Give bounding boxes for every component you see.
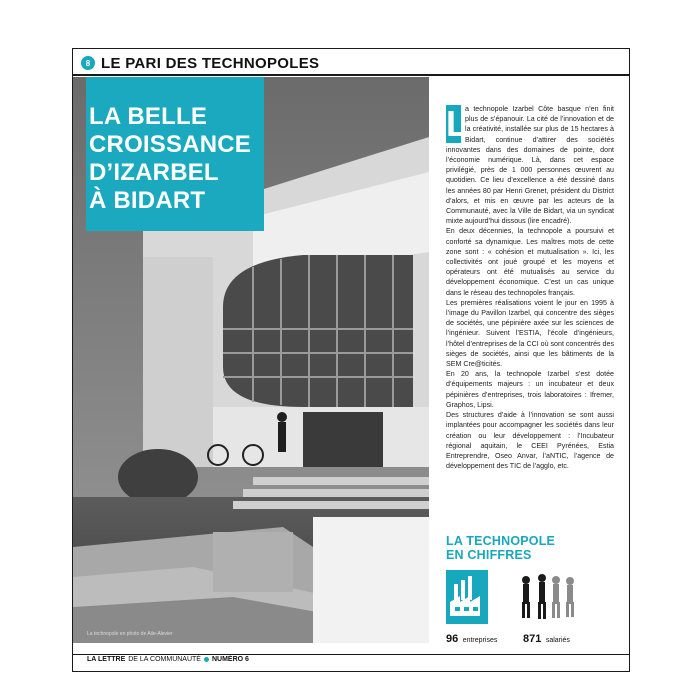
factory-icon — [446, 570, 488, 624]
publication-name: LA LETTRE — [87, 656, 126, 663]
body-paragraph: En 20 ans, la technopole Izarbel s’est dotée d’équipements majeurs : un incubateur et deux pépinières d’entreprises, trois laboratoires : Ifremer, Graphos, Lipsi. — [446, 370, 614, 409]
entreprises-label: entreprises — [462, 637, 498, 644]
bullet-icon — [204, 657, 209, 662]
footer-divider — [73, 654, 629, 655]
headline-line: À BIDART — [89, 187, 206, 214]
headline-line: D’IZARBEL — [89, 159, 219, 186]
photo-credit: La technopole en photo de Aile-Alevier — [87, 631, 173, 637]
salaries-label: salariés — [545, 637, 570, 644]
article-headline — [89, 103, 259, 215]
stats-title: LA TECHNOPOLE EN CHIFFRES — [446, 534, 556, 562]
page-number-badge: 8 — [81, 56, 95, 70]
issue-number: NUMÉRO 6 — [211, 656, 249, 663]
stats-box — [446, 534, 616, 632]
footer-text — [87, 656, 249, 663]
body-paragraph: L a technopole Izarbel Côte basque n’en finit plus de s’épanouir. La cité de l’innovation et de la créativité, installée sur plus de 15 hectares à Bidart, continue d’attirer des sociétés innovantes dans des domaines de pointe, dont l’économie numérique. Là, dans cet espace privilégié, près de 1 000 personnes œuvrent au quotidien. Ce lieu d’excellence a été dessiné dans les années 80 par Henri Grenet, président du District d’alors, et mis en œuvre par les acteurs de la Communauté, avec la Ville de Bidart, via un syndicat mixte aujourd’hui dissous (lire encadré). — [446, 103, 614, 226]
page-footer — [73, 651, 629, 671]
stat-salaries — [523, 629, 570, 647]
body-paragraph: En deux décennies, la technopole a poursuivi et conforté sa dynamique. Les maîtres mots de cette zone sont : « cohésion et mutualisation ». Ici, les collectivités ont joué groupé et les moyens et opérateurs ont été mutualisés au service du développement économique. C’est un cas unique dans le réseau des technopoles français. — [446, 227, 614, 297]
body-paragraph: Les premières réalisations voient le jour en 1995 à l’image du Pavillon Izarbel, qui concentre des sièges de sociétés, une pépinière axée sur les sciences de l’ingénieur. Suivent l’ESTIA, l’école d’ingénieurs, l’hôtel d’entreprises de la CCI où sont concentrés des sièges de sociétés, ainsi que les bâtiments de la SEM Cre@ticités. — [446, 298, 614, 369]
page-header — [81, 53, 319, 73]
publication-subtitle: DE LA COMMUNAUTÉ — [128, 656, 201, 663]
drop-cap: L — [446, 103, 468, 144]
people-icon — [516, 572, 578, 622]
article-body — [446, 104, 614, 471]
header-divider — [73, 74, 629, 76]
headline-line: CROISSANCE — [89, 131, 252, 158]
stats-icons — [446, 570, 616, 632]
stat-entreprises — [446, 629, 497, 647]
body-paragraph: Des structures d’aide à l’innovation se sont aussi implantées pour accompagner les sociétés dans leur création ou leur développement : l’Incubateur régional aquitain, le CEEI Pyrénées, Estia Entreprendre, Oseo Anvar, l’aNTIC, l’agence de développement des TIC de l’agglo, etc. — [446, 411, 614, 471]
section-title: LE PARI DES TECHNOPOLES — [101, 54, 320, 72]
entreprises-value: 96 — [446, 633, 459, 645]
headline-line: LA BELLE — [89, 103, 208, 130]
salaries-value: 871 — [523, 633, 542, 645]
magazine-page — [72, 48, 630, 672]
